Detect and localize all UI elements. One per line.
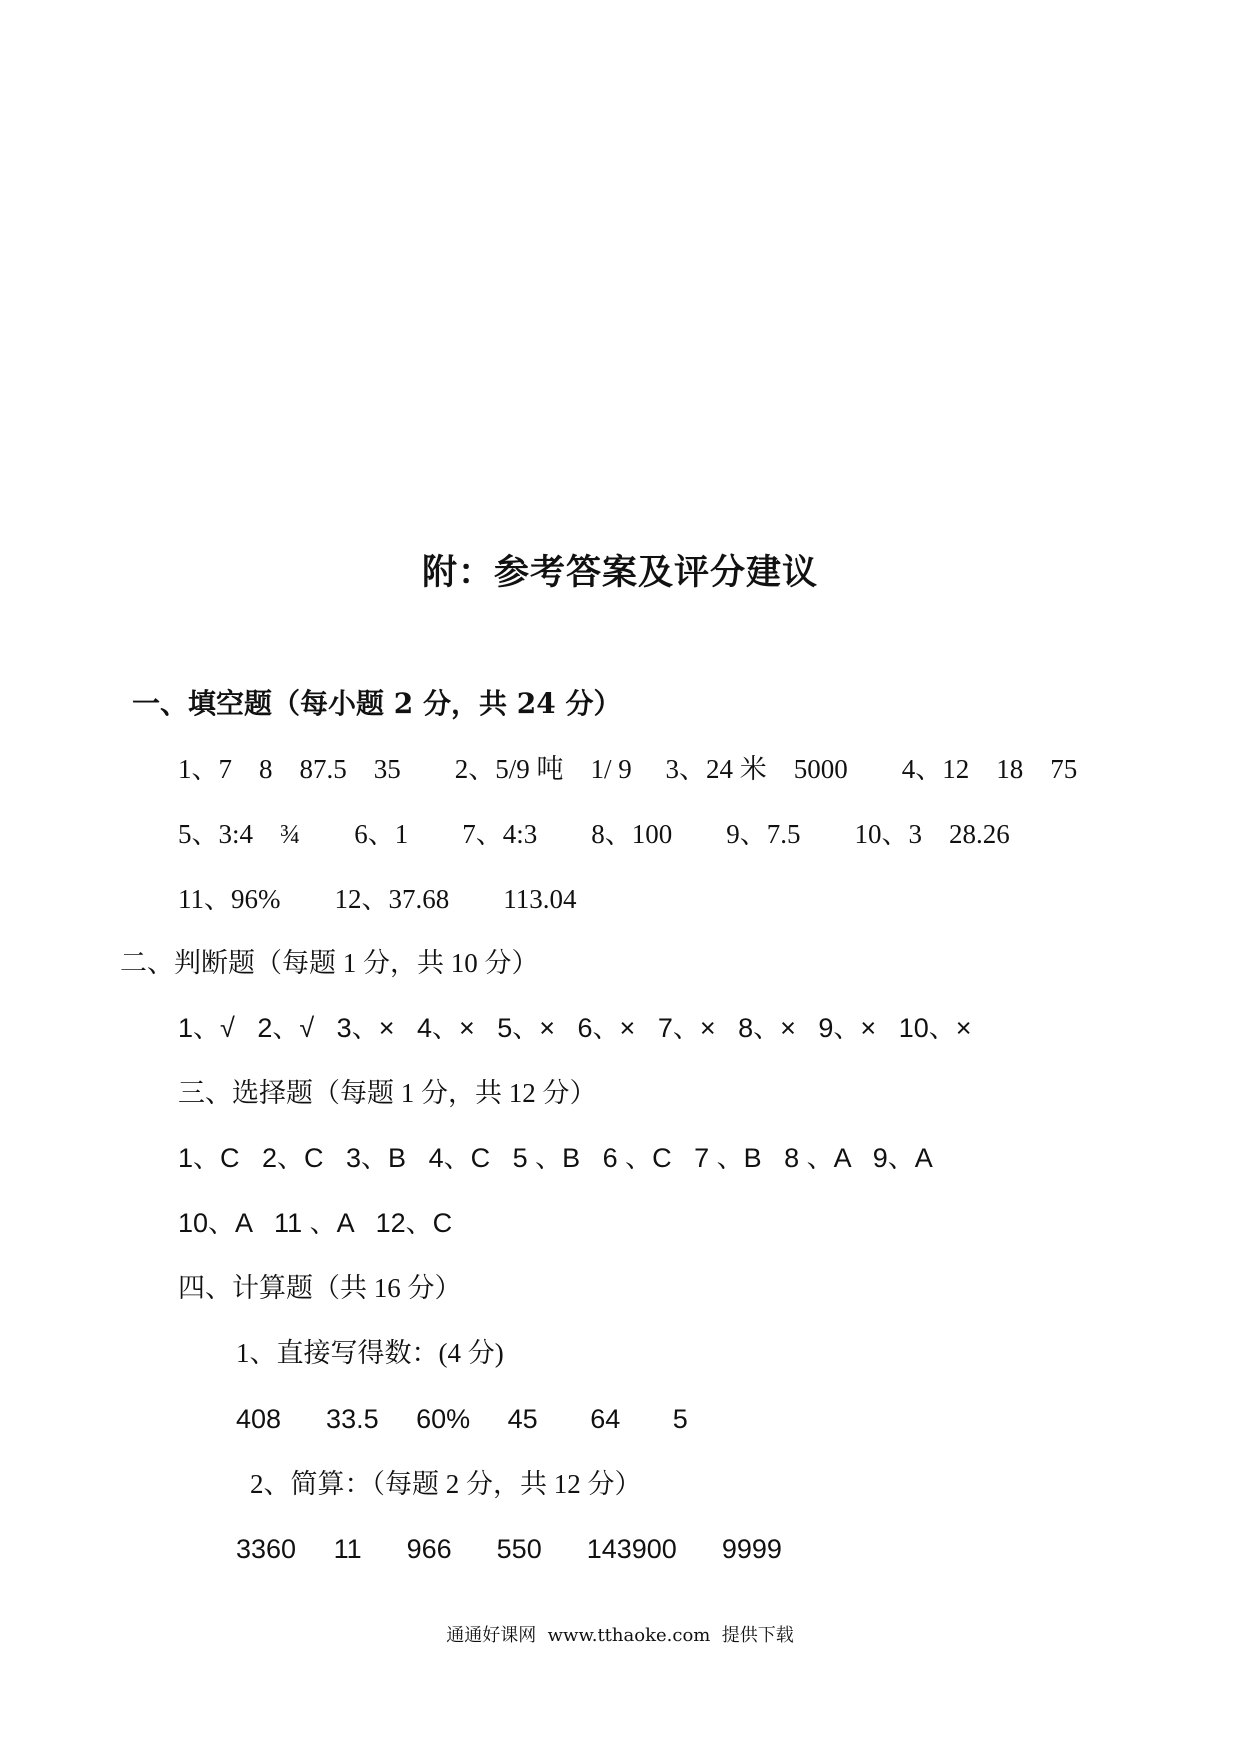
multiple-choice-answers-line-2: 10、A 11 、A 12、C xyxy=(178,1208,453,1238)
direct-answer-values: 408 33.5 60% 45 64 5 xyxy=(236,1404,688,1434)
section-heading-multiple-choice: 三、选择题（每题 1 分，共 12 分） xyxy=(178,1078,597,1108)
page-title: 附：参考答案及评分建议 xyxy=(421,552,818,593)
section-heading-calculation: 四、计算题（共 16 分） xyxy=(178,1273,462,1303)
simplify-label: 2、简算：（每题 2 分，共 12 分） xyxy=(250,1469,642,1499)
true-false-answers: 1、√ 2、√ 3、× 4、× 5、× 6、× 7、× 8、× 9、× 10、× xyxy=(178,1013,972,1043)
download-footer: 通通好课网 www.tthaoke.com 提供下载 xyxy=(446,1625,794,1646)
section-heading-fill-blank: 一、填空题（每小题 2 分，共 24 分） xyxy=(132,687,622,720)
direct-answer-label: 1、直接写得数：(4 分) xyxy=(236,1338,504,1368)
fill-blank-answers-line-3: 11、96% 12、37.68 113.04 xyxy=(178,884,577,914)
fill-blank-answers-line-2: 5、3:4 ¾ 6、1 7、4:3 8、100 9、7.5 10、3 28.26 xyxy=(178,819,1010,849)
fill-blank-answers-line-1: 1、7 8 87.5 35 2、5/9 吨 1/ 9 3、24 米 5000 4、12 18 75 xyxy=(178,754,1078,784)
simplify-values: 3360 11 966 550 143900 9999 xyxy=(236,1534,782,1564)
multiple-choice-answers-line-1: 1、C 2、C 3、B 4、C 5 、B 6 、C 7 、B 8 、A 9、A xyxy=(178,1143,933,1173)
section-heading-true-false: 二、判断题（每题 1 分，共 10 分） xyxy=(120,948,539,978)
